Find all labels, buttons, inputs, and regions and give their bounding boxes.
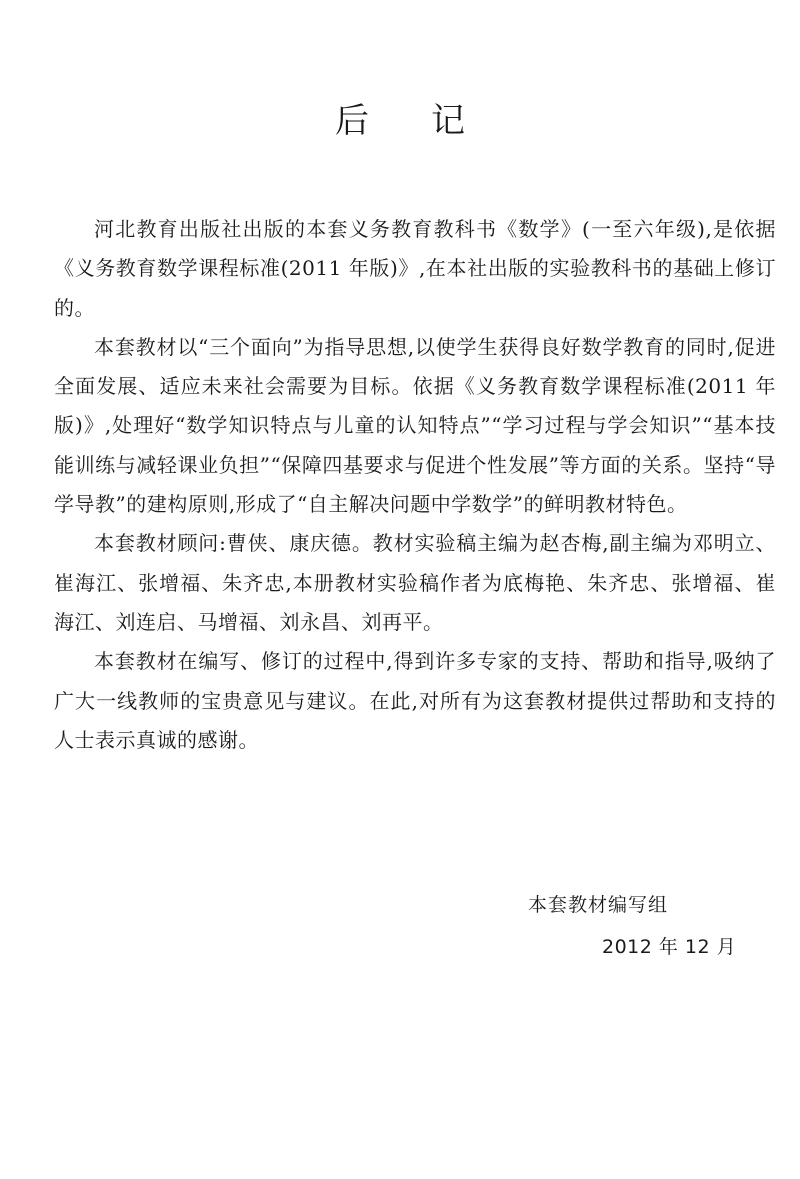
paragraph-3: 本套教材顾问:曹侠、康庆德。教材实验稿主编为赵杏梅,副主编为邓明立、崔海江、张增福、朱齐忠,本册教材实验稿作者为底梅艳、朱齐忠、张增福、崔海江、刘连启、马增福、刘永昌、刘再平。 xyxy=(54,531,776,634)
signature: 本套教材编写组 xyxy=(528,894,669,916)
document-body xyxy=(54,210,776,760)
paragraph-2: 本套教材以“三个面向”为指导思想,以使学生获得良好数学教育的同时,促进全面发展、适应未来社会需要为目标。依据《义务教育数学课程标准(2011 年版)》,处理好“数学知识特点与儿童的认知特点”“学习过程与学会知识”“基本技能训练与减轻课业负担”“保障四基要求与促进个性发展”等方面的关系。坚持“导学导教”的建构原则,形成了“自主解决问题中学数学”的鲜明教材特色。 xyxy=(54,334,776,517)
signature-date: 2012 年 12 月 xyxy=(602,936,737,958)
paragraph-4: 本套教材在编写、修订的过程中,得到许多专家的支持、帮助和指导,吸纳了广大一线教师的宝贵意见与建议。在此,对所有为这套教材提供过帮助和支持的人士表示真诚的感谢。 xyxy=(54,649,776,752)
paragraph-1: 河北教育出版社出版的本套义务教育教科书《数学》(一至六年级),是依据《义务教育数学课程标准(2011 年版)》,在本社出版的实验教科书的基础上修订的。 xyxy=(54,217,776,320)
page-title: 后记 xyxy=(335,101,527,141)
